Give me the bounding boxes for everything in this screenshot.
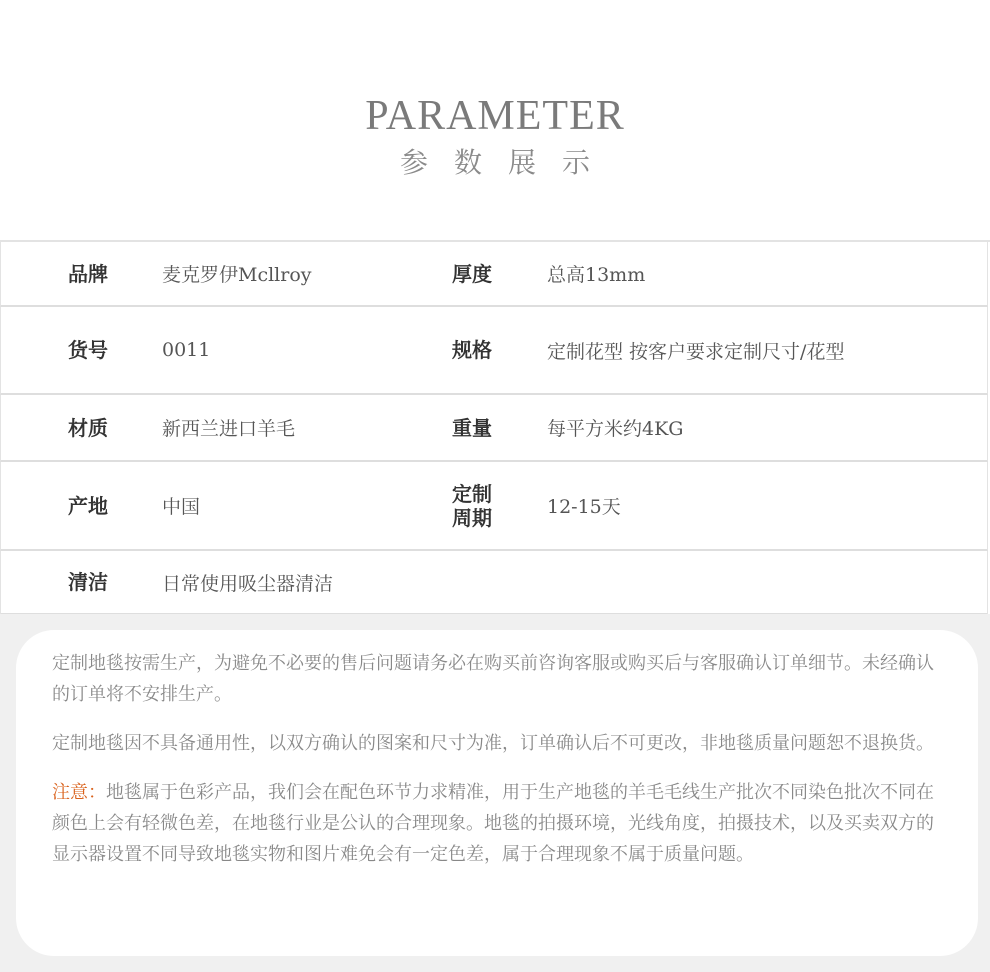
page-header bbox=[0, 92, 990, 180]
param-key: 品牌 bbox=[68, 261, 108, 286]
param-value: 0011 bbox=[162, 339, 211, 361]
param-value: 中国 bbox=[162, 496, 201, 518]
param-value: 麦克罗伊Mcllroy bbox=[162, 264, 312, 286]
table-row bbox=[0, 307, 988, 395]
param-key: 厚度 bbox=[452, 261, 492, 286]
param-value: 日常使用吸尘器清洁 bbox=[162, 572, 334, 595]
table-row bbox=[0, 551, 988, 615]
notice-paragraph-production: 定制地毯按需生产，为避免不必要的售后问题请务必在购买前咨询客服或购买后与客服确认订单细节。未经确认的订单将不安排生产。 bbox=[52, 653, 934, 705]
title-chinese: 参数展示 bbox=[399, 146, 616, 179]
param-key: 重量 bbox=[452, 415, 492, 440]
param-key: 材质 bbox=[68, 415, 108, 440]
notice-label: 注意： bbox=[52, 782, 106, 803]
param-key: 产地 bbox=[68, 493, 108, 518]
param-value: 定制花型 按客户要求定制尺寸/花型 bbox=[547, 340, 845, 363]
param-key: 清洁 bbox=[68, 570, 108, 594]
table-row bbox=[0, 242, 988, 307]
param-key: 规格 bbox=[452, 338, 492, 362]
notice-text: 地毯属于色彩产品，我们会在配色环节力求精准，用于生产地毯的羊毛毛线生产批次不同染色批次不同在颜色上会有轻微色差，在地毯行业是公认的合理现象。地毯的拍摄环境，光线角度，拍摄技术，以及买卖双方的显示器设置不同导致地毯实物和图片难免会有一定色差，属于合理现象不属于质量问题。 bbox=[52, 782, 934, 865]
param-value: 新西兰进口羊毛 bbox=[162, 418, 296, 440]
notice-card bbox=[16, 630, 978, 956]
param-value: 总高13mm bbox=[547, 264, 646, 286]
title-english: PARAMETER bbox=[365, 93, 625, 139]
param-value: 12-15天 bbox=[547, 496, 621, 518]
notice-paragraph-color-difference bbox=[52, 777, 948, 870]
param-key: 定制 周期 bbox=[452, 481, 492, 530]
table-row bbox=[0, 462, 988, 551]
parameter-table bbox=[0, 240, 990, 615]
notice-paragraph-return-policy: 定制地毯因不具备通用性，以双方确认的图案和尺寸为准，订单确认后不可更改，非地毯质量问题恕不退换货。 bbox=[52, 733, 934, 754]
table-row bbox=[0, 395, 988, 462]
param-value: 每平方米约4KG bbox=[547, 418, 684, 440]
param-key: 货号 bbox=[68, 338, 108, 362]
